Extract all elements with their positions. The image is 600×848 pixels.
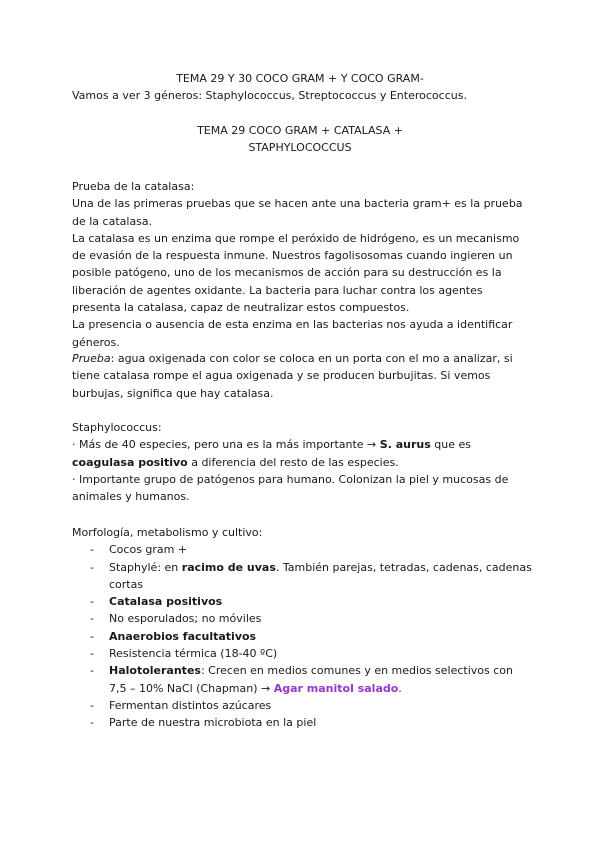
prueba-text: : agua oxigenada con color se coloca en un porta con el mo a analizar, si tiene catalasa rompe el agua oxigenada y se producen burbujitas. Si vemos burbujas, significa que hay catalasa. [72,352,513,400]
document-title: TEMA 29 Y 30 COCO GRAM + Y COCO GRAM- [176,72,424,85]
list-item: - Catalasa positivos [72,593,532,610]
list-item: - Fermentan distintos azúcares [72,697,532,714]
s-aureus-term: S. aurus [379,438,431,452]
dash-bullet: - [90,664,94,678]
dash-bullet: - [90,612,94,626]
catalasa-section [72,178,532,351]
dash-bullet: - [90,543,94,557]
morfologia-section [72,524,532,732]
list-item: - No esporulados; no móviles [72,610,532,627]
list-item: - Staphylé: en racimo de uvas. También parejas, tetradas, cadenas, cadenas cortas [90,560,532,591]
dash-bullet: - [90,716,94,730]
list-item: - Parte de nuestra microbiota en la piel [72,714,532,731]
dash-bullet: - [90,595,94,609]
prueba-paragraph [72,350,532,402]
staph-heading: Staphylococcus: [72,421,162,434]
list-item: - Halotolerantes: Crecen en medios comunes y en medios selectivos con 7,5 – 10% NaCl (Chapman) → Agar manitol salado. [90,664,513,695]
catalasa-paragraph-3: La presencia o ausencia de esta enzima en las bacterias nos ayuda a identificar géneros. [72,318,513,349]
dash-bullet: - [90,560,94,574]
section-title-line1: TEMA 29 COCO GRAM + CATALASA + [197,124,403,137]
coagulasa-term: coagulasa positivo [72,455,188,469]
agar-manitol-term: Agar manitol salado [273,681,399,695]
intro-text: Vamos a ver 3 géneros: Staphylococcus, Streptococcus y Enterococcus. [72,89,467,102]
section-title [0,122,600,157]
catalasa-paragraph-1: Una de las primeras pruebas que se hacen ante una bacteria gram+ es la prueba de la catalasa. [72,197,523,228]
prueba-label: Prueba [72,352,111,365]
list-item: - Cocos gram + [72,541,532,558]
catalasa-paragraph-2: La catalasa es un enzima que rompe el peróxido de hidrógeno, es un mecanismo de evasión de la respuesta inmune. Nuestros fagolisosomas cuando ingieren un posible patógeno, uno de los mecanismos de acción para su destrucción es la liberación de agentes oxidante. La bacteria para luchar contra los agentes presenta la catalasa, capaz de neutralizar estos compuestos. [72,231,520,315]
catalasa-heading: Prueba de la catalasa: [72,180,195,193]
morfologia-heading: Morfología, metabolismo y cultivo: [72,526,263,539]
list-item: - Resistencia térmica (18-40 ºC) [72,645,532,662]
list-item: - Anaerobios facultativos [72,628,532,645]
morfologia-list [72,541,532,731]
staph-bullet-2: · Importante grupo de patógenos para humano. Colonizan la piel y mucosas de animales y humanos. [72,472,509,504]
dash-bullet: - [90,698,94,712]
dash-bullet: - [90,629,94,643]
section-title-line2: STAPHYLOCOCCUS [248,141,352,155]
dash-bullet: - [90,647,94,661]
staph-bullet-1: · Más de 40 especies, pero una es la más importante → S. aurus que es coagulasa positivo a diferencia del resto de las especies. [72,438,471,469]
staph-section [72,419,532,505]
